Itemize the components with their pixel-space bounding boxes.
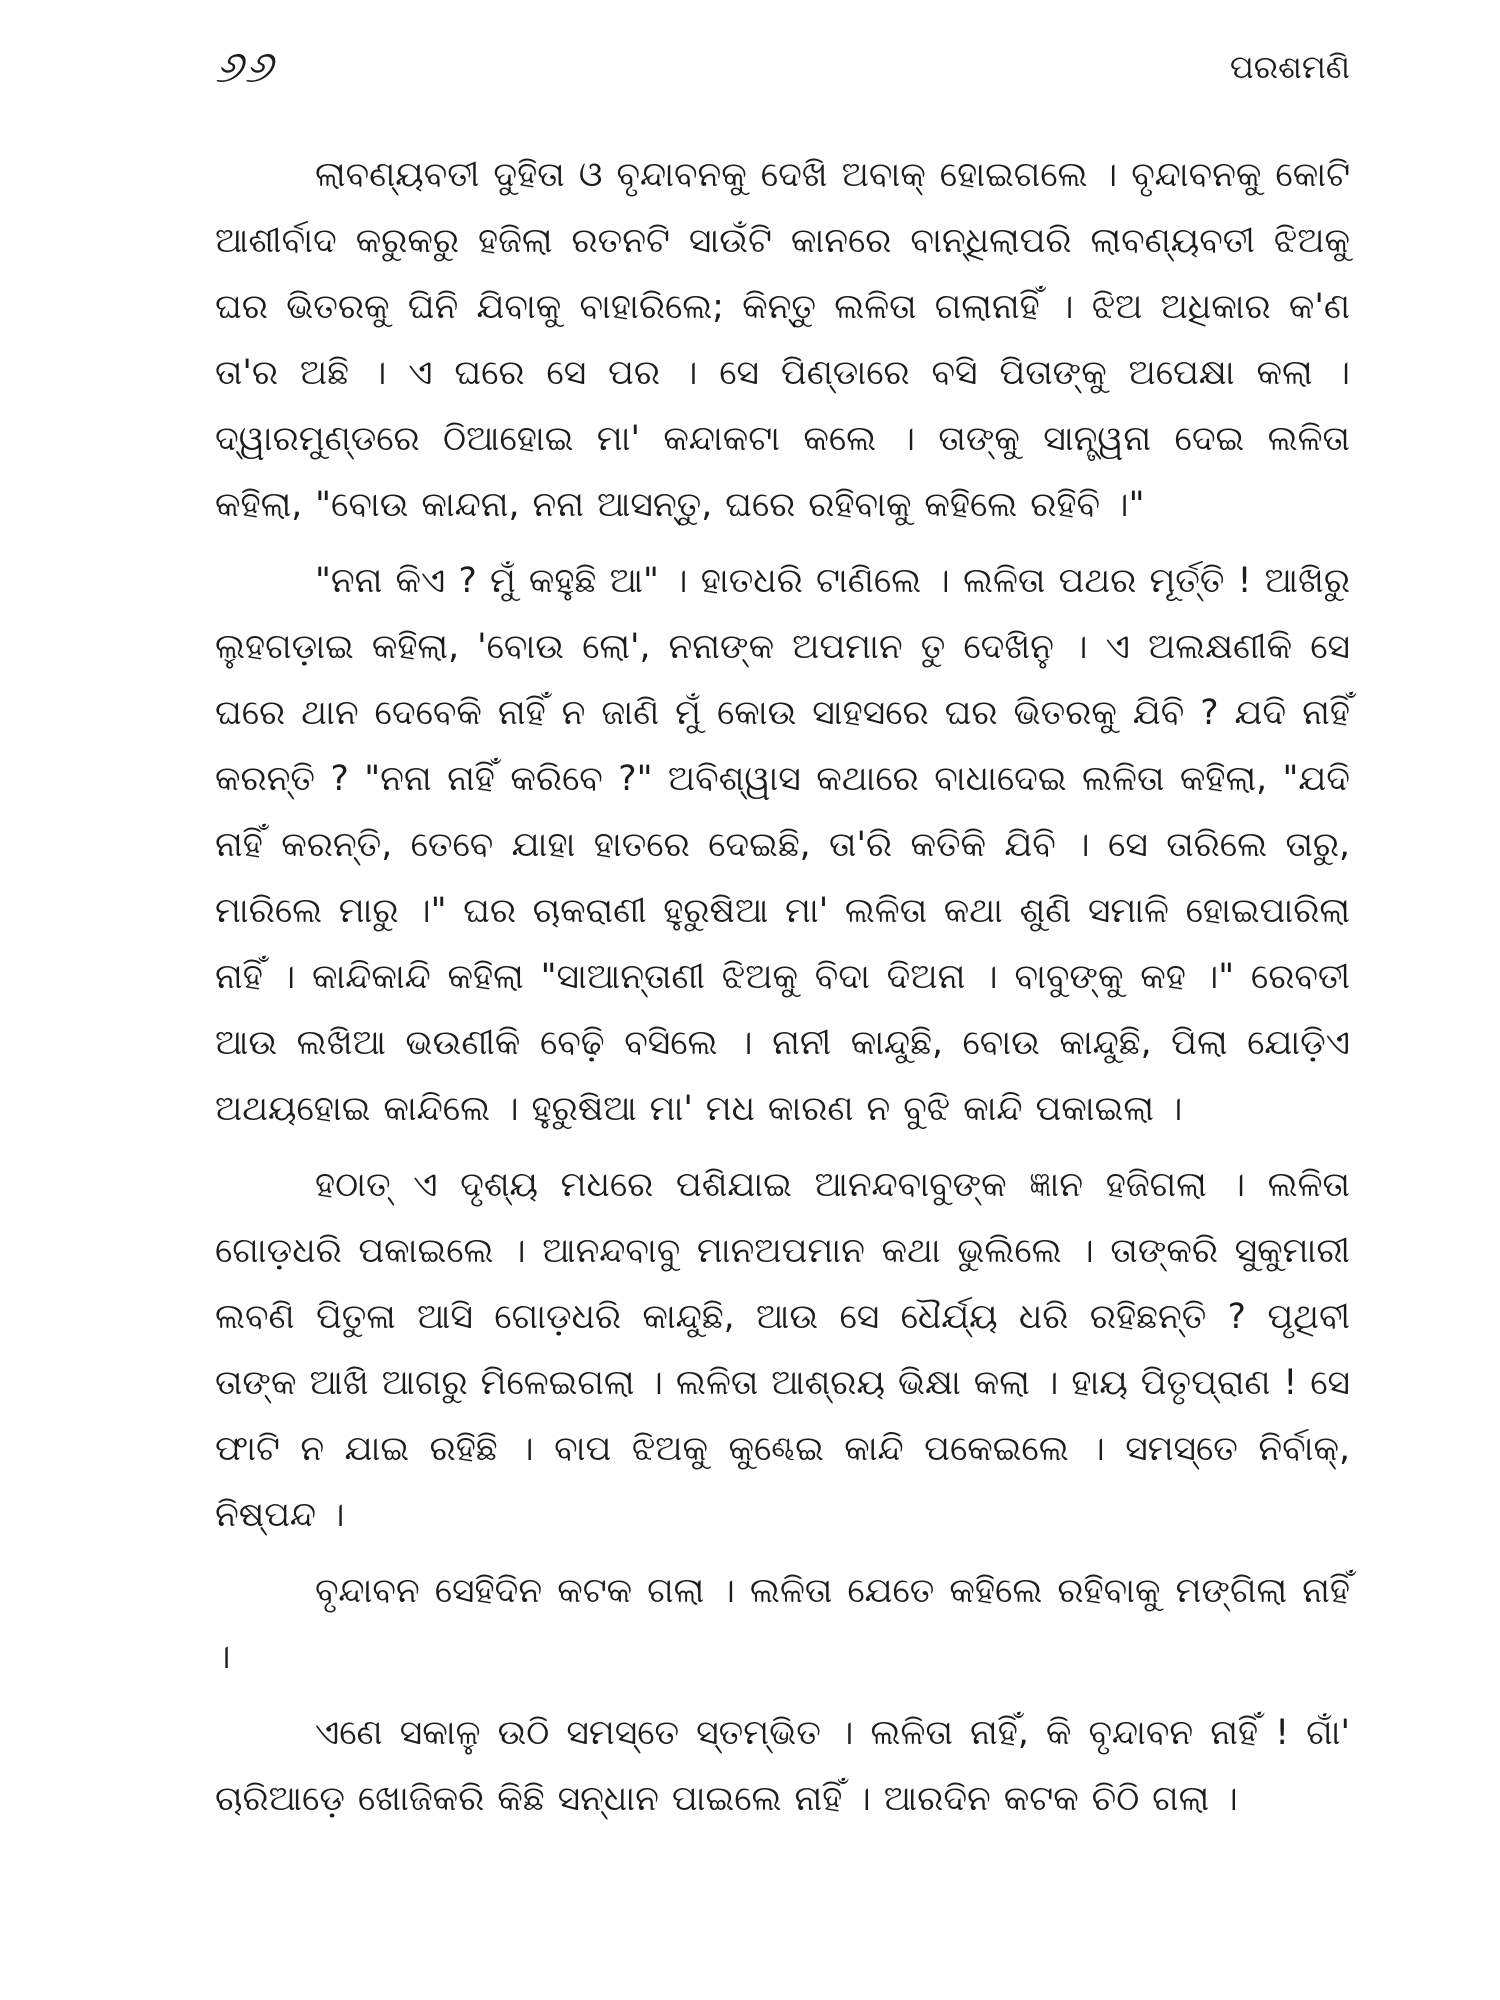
- running-title: ପରଶମଣି: [1229, 48, 1350, 86]
- page-number: ୬୬: [215, 42, 275, 93]
- paragraph: ବୃନ୍ଦାବନ ସେହିଦିନ କଟକ ଗଲା । ଲଳିତା ଯେତେ କହିଲେ ରହିବାକୁ ମଙ୍ଗିଲା ନାହିଁ ।: [215, 1571, 1350, 1677]
- paragraph: ଲାବଣ୍ୟବତୀ ଦୁହିତା ଓ ବୃନ୍ଦାବନକୁ ଦେଖି ଅବାକ୍ ହୋଇଗଲେ । ବୃନ୍ଦାବନକୁ କୋଟି ଆଶୀର୍ବାଦ କରୁକରୁ ହଜିଲା ରତନଟି ସାଉଁଟି କାନରେ ବାନ୍ଧିଲାପରି ଲାବଣ୍ୟବତୀ ଝିଅକୁ ଘର ଭିତରକୁ ଘିନି ଯିବାକୁ ବାହାରିଲେ; କିନ୍ତୁ ଲଳିତା ଗଲାନାହିଁ । ଝିଅ ଅଧିକାର କ'ଣ ତା'ର ଅଛି । ଏ ଘରେ ସେ ପର । ସେ ପିଣ୍ଡାରେ ବସି ପିତାଙ୍କୁ ଅପେକ୍ଷା କଲା । ଦ୍ୱାରମୁଣ୍ଡରେ ଠିଆହୋଇ ମା' କନ୍ଦାକଟା କଲେ । ତାଙ୍କୁ ସାନ୍ତ୍ୱନା ଦେଇ ଲଳିତା କହିଲା, "ବୋଉ କାନ୍ଦନା, ନନା ଆସନ୍ତୁ, ଘରେ ରହିବାକୁ କହିଲେ ରହିବି ।": [215, 155, 1350, 525]
- page-header: [215, 42, 1350, 112]
- paragraph: ହଠାତ୍ ଏ ଦୃଶ୍ୟ ମଧରେ ପଶିଯାଇ ଆନନ୍ଦବାବୁଙ୍କ ଜ୍ଞାନ ହଜିଗଲା । ଲଳିତା ଗୋଡ଼ଧରି ପକାଇଲେ । ଆନନ୍ଦବାବୁ ମାନଅପମାନ କଥା ଭୁଲିଲେ । ତାଙ୍କରି ସୁକୁମାରୀ ଲବଣି ପିତୁଳା ଆସି ଗୋଡ଼ଧରି କାନ୍ଦୁଛି, ଆଉ ସେ ଧୈର୍ଯ୍ୟ ଧରି ରହିଛନ୍ତି ? ପୃଥିବୀ ତାଙ୍କ ଆଖି ଆଗରୁ ମିଳେଇଗଲା । ଲଳିତା ଆଶ୍ରୟ ଭିକ୍ଷା କଲା । ହାୟ ପିତୃପ୍ରାଣ ! ସେ ଫାଟି ନ ଯାଇ ରହିଛି । ବାପ ଝିଅକୁ କୁଣ୍ଢେଇ କାନ୍ଦି ପକେଇଲେ । ସମସ୍ତେ ନିର୍ବାକ୍, ନିଷ୍ପନ୍ଦ ।: [215, 1165, 1351, 1535]
- body-text: [215, 142, 1350, 1842]
- paragraph: "ନନା କିଏ ? ମୁଁ କହୁଛି ଆ" । ହାତଧରି ଟାଣିଲେ । ଲଳିତା ପଥର ମୂର୍ତ୍ତି ! ଆଖିରୁ ଲୁହଗଡ଼ାଇ କହିଲା, 'ବୋଉ ଲୋ', ନନାଙ୍କ ଅପମାନ ତୁ ଦେଖିନୁ । ଏ ଅଲକ୍ଷଣୀକି ସେ ଘରେ ଥାନ ଦେବେକି ନାହିଁ ନ ଜାଣି ମୁଁ କୋଉ ସାହସରେ ଘର ଭିତରକୁ ଯିବି ? ଯଦି ନାହିଁ କରନ୍ତି ? "ନନା ନାହିଁ କରିବେ ?" ଅବିଶ୍ୱାସ କଥାରେ ବାଧାଦେଇ ଲଳିତା କହିଲା, "ଯଦି ନାହିଁ କରନ୍ତି, ତେବେ ଯାହା ହାତରେ ଦେଇଛି, ତା'ରି କତିକି ଯିବି । ସେ ତାରିଲେ ତାରୁ, ମାରିଲେ ମାରୁ ।" ଘର ଚାକରାଣୀ ହୁରୁଷିଆ ମା' ଲଳିତା କଥା ଶୁଣି ସମାଳି ହୋଇପାରିଲା ନାହିଁ । କାନ୍ଦିକାନ୍ଦି କହିଲା "ସାଆନ୍ତାଣୀ ଝିଅକୁ ବିଦା ଦିଅନା । ବାବୁଙ୍କୁ କହ ।" ରେବତୀ ଆଉ ଲଖିଆ ଭଉଣୀକି ବେଢ଼ି ବସିଲେ । ନାନୀ କାନ୍ଦୁଛି, ବୋଉ କାନ୍ଦୁଛି, ପିଲା ଯୋଡ଼ିଏ ଅଥୟହୋଇ କାନ୍ଦିଲେ । ହୁରୁଷିଆ ମା' ମଧ କାରଣ ନ ବୁଝି କାନ୍ଦି ପକାଇଲା ।: [215, 561, 1350, 1129]
- paragraph: ଏଣେ ସକାଳୁ ଉଠି ସମସ୍ତେ ସ୍ତମ୍ଭିତ । ଲଳିତା ନାହିଁ, କି ବୃନ୍ଦାବନ ନାହିଁ ! ଗାଁ' ଚାରିଆଡ଼େ ଖୋଜିକରି କିଛି ସନ୍ଧାନ ପାଇଲେ ନାହିଁ । ଆରଦିନ କଟକ ଚିଠି ଗଲା ।: [215, 1713, 1350, 1819]
